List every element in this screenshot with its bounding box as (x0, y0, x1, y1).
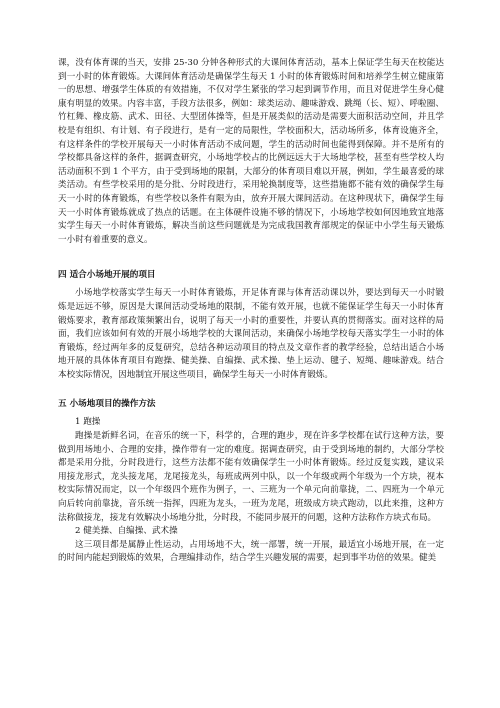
subheading-5-2: 2 健美操、自编操、武术操 (75, 526, 178, 537)
paragraph-section-4: 小场地学校落实学生每天一小时体育锻炼，开足体育课与体育活动课以外，要达到每天一小时锻炼是远远不够，原因是大课间活动受场地的限制，不能有效开展，也就不能保证学生每天一小时体育锻炼要求，教育部政策频繁出台，说明了每天一小时的重要性，并要认真的贯彻落实。面对这样的局面，我们应该如何有效的开展小场地学校的大课间活动，来确保小场地学校每天落实学生一小时的体育锻炼，经过两年多的反复研究，总结各种运动项目的特点及文章作者的教学经验，总结出适合小场地开展的具体体育项目有跑操、健美操、自编操、武术操、垫上运动、毽子、短绳、趣味游戏。结合本校实际情况，因地制宜开展这些项目，确保学生每天一小时体育锻炼。 (58, 288, 444, 380)
heading-section-5: 五 小场地项目的操作方法 (58, 399, 156, 410)
paragraph-5-1: 跑操是新鲜名词，在音乐的统一下，科学的，合理的跑步，现在许多学校都在试行这种方法，要做到用场地小、合理的安排，操作带有一定的难度。据调查研究，由于受到场地的制约，大部分学校都是采用分批，分时段进行，这些方法都不能有效确保学生一小时体育锻炼。经过反复实践，建议采用接龙形式，龙头接龙尾，龙尾接龙头，每班成两列中队，以一个年级或两个年级为一个方块，视本校实际情况而定，以一个年级四个班作为例子，一、三班为一个单元向前靠拢，二、四班为一个单元向后转向前靠拢，音乐统一指挥，四班为龙头，一班为龙尾，班级成方块式跑动，以此来推，这种方法称做接龙，接龙有效解决小场地分批，分时段，不能同步展开的问题，这种方法称作方块式布局。 (58, 431, 444, 523)
paragraph-5-2: 这三项目都是属静止性运动，占用场地不大，统一部署，统一开展，最适宜小场地开展，在一定的时间内能起到锻炼的效果，合理编排动作，结合学生兴趣发展的需要，起到事半功倍的效果。健美 (58, 539, 444, 564)
paragraph-intro: 课，没有体育课的当天，安排 25-30 分钟各种形式的大课间体育活动，基本上保证学生每天在校能达到一小时的体育锻炼。大课间体育活动是确保学生每天 1 小时的体育锻炼时间和培养学生树立健康第一的思想、增强学生体质的有效措施，不仅对学生紧张的学习起到调节作用，而且对促进学生身心健康有明显的效果。内容丰富，手段方法很多，例如：球类运动、趣味游戏、跳绳（长、短）、呼啦圈、竹杠舞、橡皮筋、武术、田径、大型团体操等，但是开展类似的活动是需要大面积活动空间，并且学校是有组织、有计划、有子段进行，是有一定的局限性，学校面积大，活动场所多，体育设施齐全，有这样条件的学校开展每天一小时体育活动不成问题，学生的活动时间也能得到保障。并不是所有的学校都具备这样的条件，据调查研究，小场地学校占的比例远远大于大场地学校，甚至有些学校人均活动面积不到 1 个平方，由于受到场地的限制，大部分的体育项目难以开展，例如，学生最喜爱的球类活动。有些学校采用的是分批、分时段进行，采用轮换制度等，这些措施都不能有效的确保学生每天一小时的体育锻炼，有些学校以条件有限为由，放弃开展大课间活动。在这种现状下，确保学生每天一小时体育锻炼就成了热点的话题。在主体硬件设施不够的情况下，小场地学校如何因地致宜地落实学生每天一小时体育锻炼，解决当前这些问题就是为完成我国教育部规定的保证中小学生每天锻炼一小时有着重要的意义。 (58, 58, 444, 245)
heading-section-4: 四 适合小场地开展的项目 (58, 270, 156, 281)
document-body (58, 57, 444, 566)
subheading-5-1: 1 跑操 (75, 417, 101, 428)
